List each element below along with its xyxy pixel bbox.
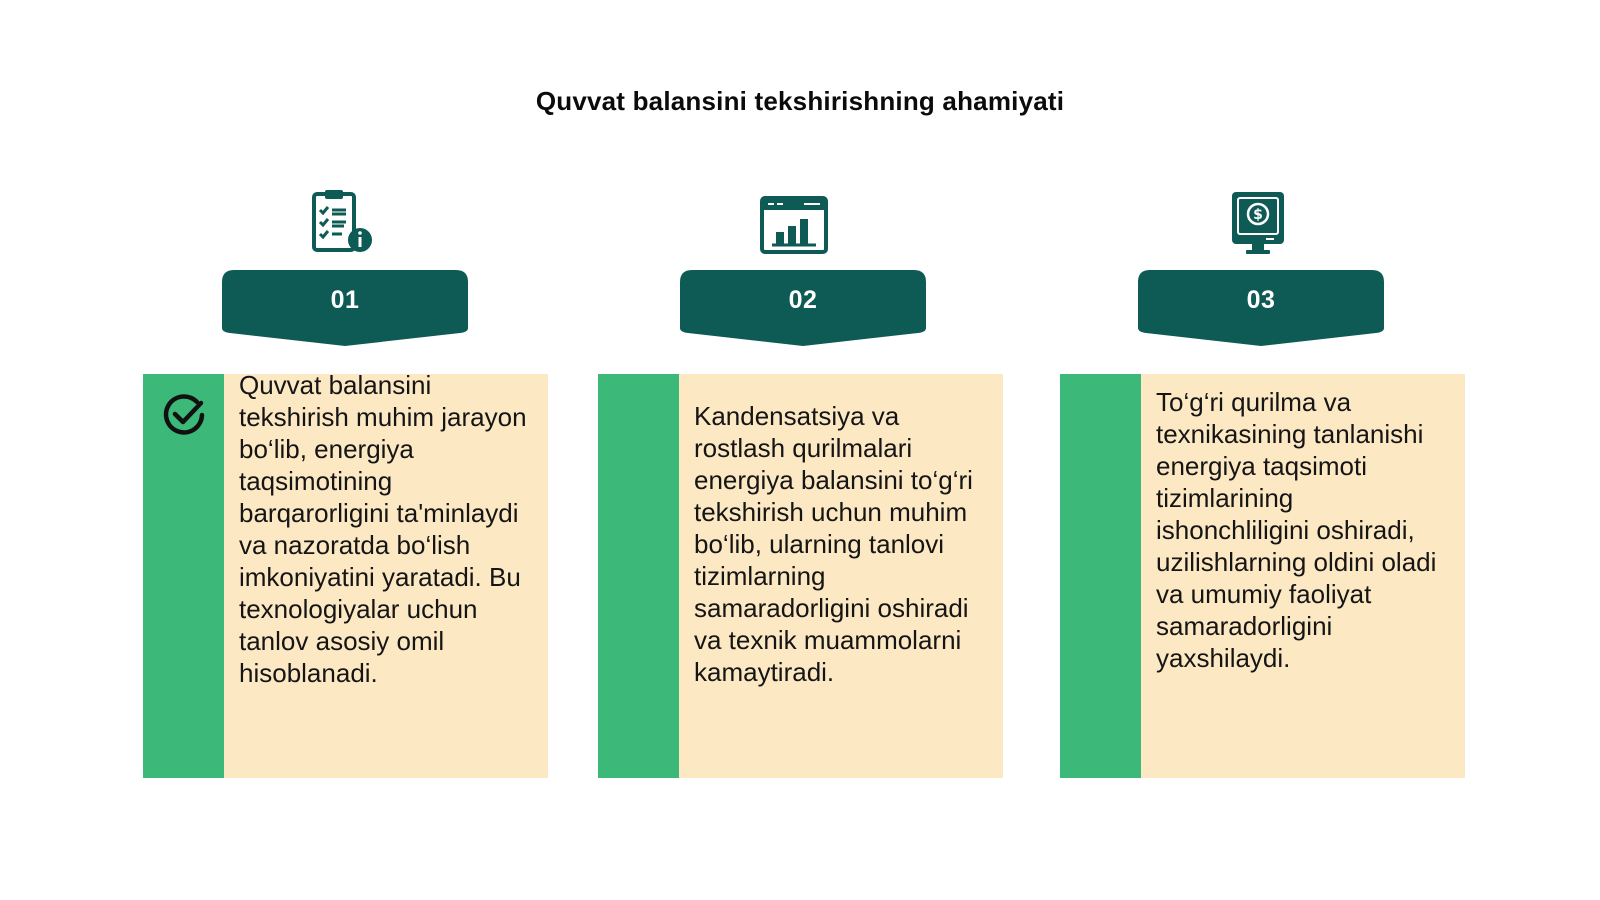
step-2-text: Kandensatsiya va rostlash qurilmalari energiya balansini to‘g‘ri tekshirish uchun muhim bo‘lib, ularning tanlovi tizimlarning samaradorligini oshiradi va texnik muammolarni kamaytiradi.: [694, 401, 973, 687]
clipboard-checklist-info-icon: [308, 188, 378, 258]
step-3-card: [1060, 374, 1465, 778]
step-3-tag: [1138, 270, 1384, 346]
check-circle-icon: [161, 392, 207, 438]
svg-text:$: $: [1253, 207, 1263, 223]
step-3-text: To‘g‘ri qurilma va texnikasining tanlanishi energiya taqsimoti tizimlarining ishonchliligini oshiradi, uzilishlarning oldini oladi va umumiy faoliyat samaradorligini yaxshilaydi.: [1156, 387, 1437, 673]
step-2-card: [598, 374, 1003, 778]
step-2-accent-bar: [598, 374, 679, 778]
step-1-text: Quvvat balansini tekshirish muhim jarayon bo‘lib, energiya taqsimotining barqarorligini ta'minlaydi va nazoratda bo‘lish imkoniyatini yaratadi. Bu texnologiyalar uchun tanlov asosiy omil hisoblanadi.: [239, 370, 527, 688]
page-title: Quvvat balansini tekshirishning ahamiyati: [535, 86, 1065, 116]
step-1-card: [143, 370, 548, 778]
step-3-accent-bar: [1060, 374, 1141, 778]
step-3-number: 03: [1246, 286, 1276, 314]
monitor-dollar-icon: [1226, 188, 1296, 258]
step-1-number: 01: [330, 286, 360, 314]
step-1-tag: [222, 270, 468, 346]
step-2-number: 02: [788, 286, 818, 314]
step-1-accent-bar: [143, 374, 224, 778]
step-2-tag: [680, 270, 926, 346]
browser-bar-chart-icon: [760, 190, 830, 260]
